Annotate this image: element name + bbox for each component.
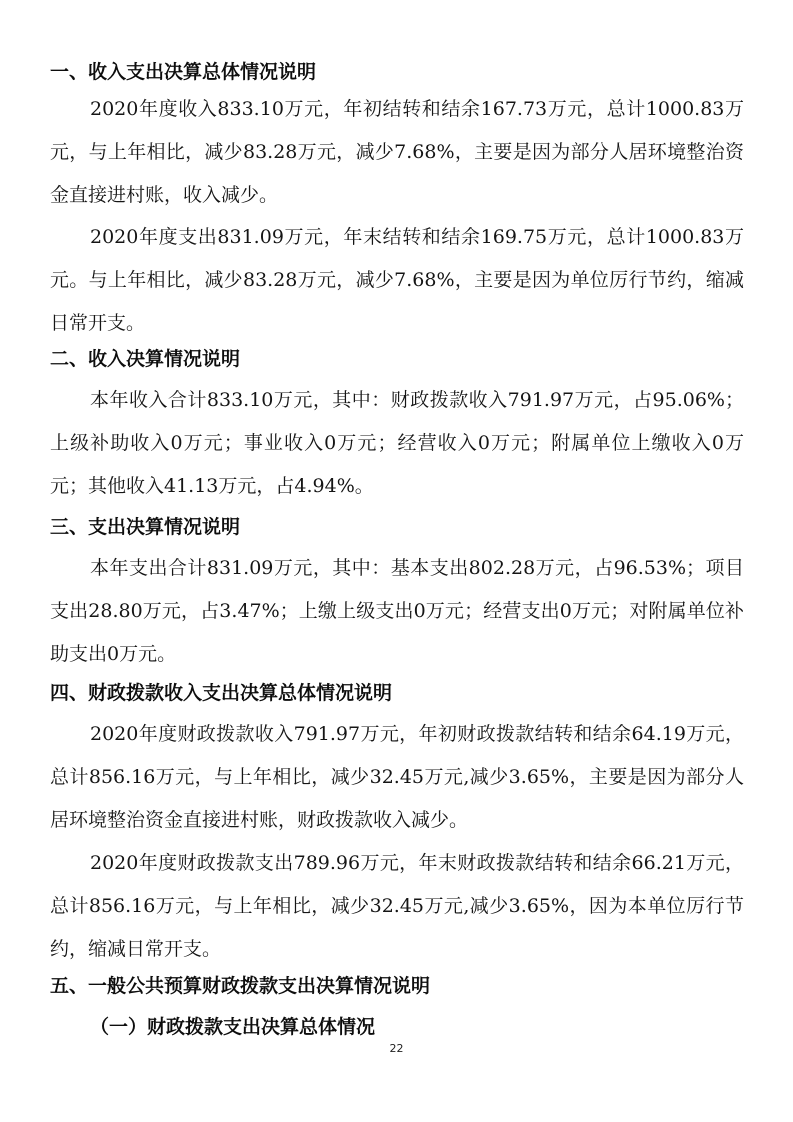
section-4-paragraph-1: 2020年度财政拨款收入791.97万元，年初财政拨款结转和结余64.19万元，总计856.16万元，与上年相比，减少32.45万元,减少3.65%，主要是因为部分人居环境整治资金直接进村账，财政拨款收入减少。 [50, 723, 744, 831]
section-1-paragraph-2: 2020年度支出831.09万元，年末结转和结余169.75万元，总计1000.83万元。与上年相比，减少83.28万元，减少7.68%，主要是因为单位厉行节约，缩减日常开支。 [50, 226, 744, 334]
section-2-paragraph-1: 本年收入合计833.10万元，其中：财政拨款收入791.97万元，占95.06%；上级补助收入0万元；事业收入0万元；经营收入0万元；附属单位上缴收入0万元；其他收入41.13万元，占4.94%。 [50, 389, 744, 497]
section-3-paragraph-1: 本年支出合计831.09万元，其中：基本支出802.28万元，占96.53%；项目支出28.80万元，占3.47%；上缴上级支出0万元；经营支出0万元；对附属单位补助支出0万元。 [50, 557, 744, 665]
section-2-heading: 二、收入决算情况说明 [50, 348, 241, 370]
section-5-heading: 五、一般公共预算财政拨款支出决算情况说明 [50, 975, 431, 997]
section-4-paragraph-2: 2020年度财政拨款支出789.96万元，年末财政拨款结转和结余66.21万元，总计856.16万元，与上年相比，减少32.45万元,减少3.65%，因为本单位厉行节约，缩减日常开支。 [50, 852, 744, 960]
section-5-subheading: （一）财政拨款支出决算总体情况 [90, 1016, 376, 1038]
section-1-paragraph-1: 2020年度收入833.10万元，年初结转和结余167.73万元，总计1000.83万元，与上年相比，减少83.28万元，减少7.68%，主要是因为部分人居环境整治资金直接进村账，收入减少。 [50, 98, 744, 206]
section-3-heading: 三、支出决算情况说明 [50, 516, 241, 538]
section-4-heading: 四、财政拨款收入支出决算总体情况说明 [50, 682, 393, 704]
section-1-heading: 一、收入支出决算总体情况说明 [50, 61, 317, 83]
page-number: 22 [389, 1042, 404, 1055]
